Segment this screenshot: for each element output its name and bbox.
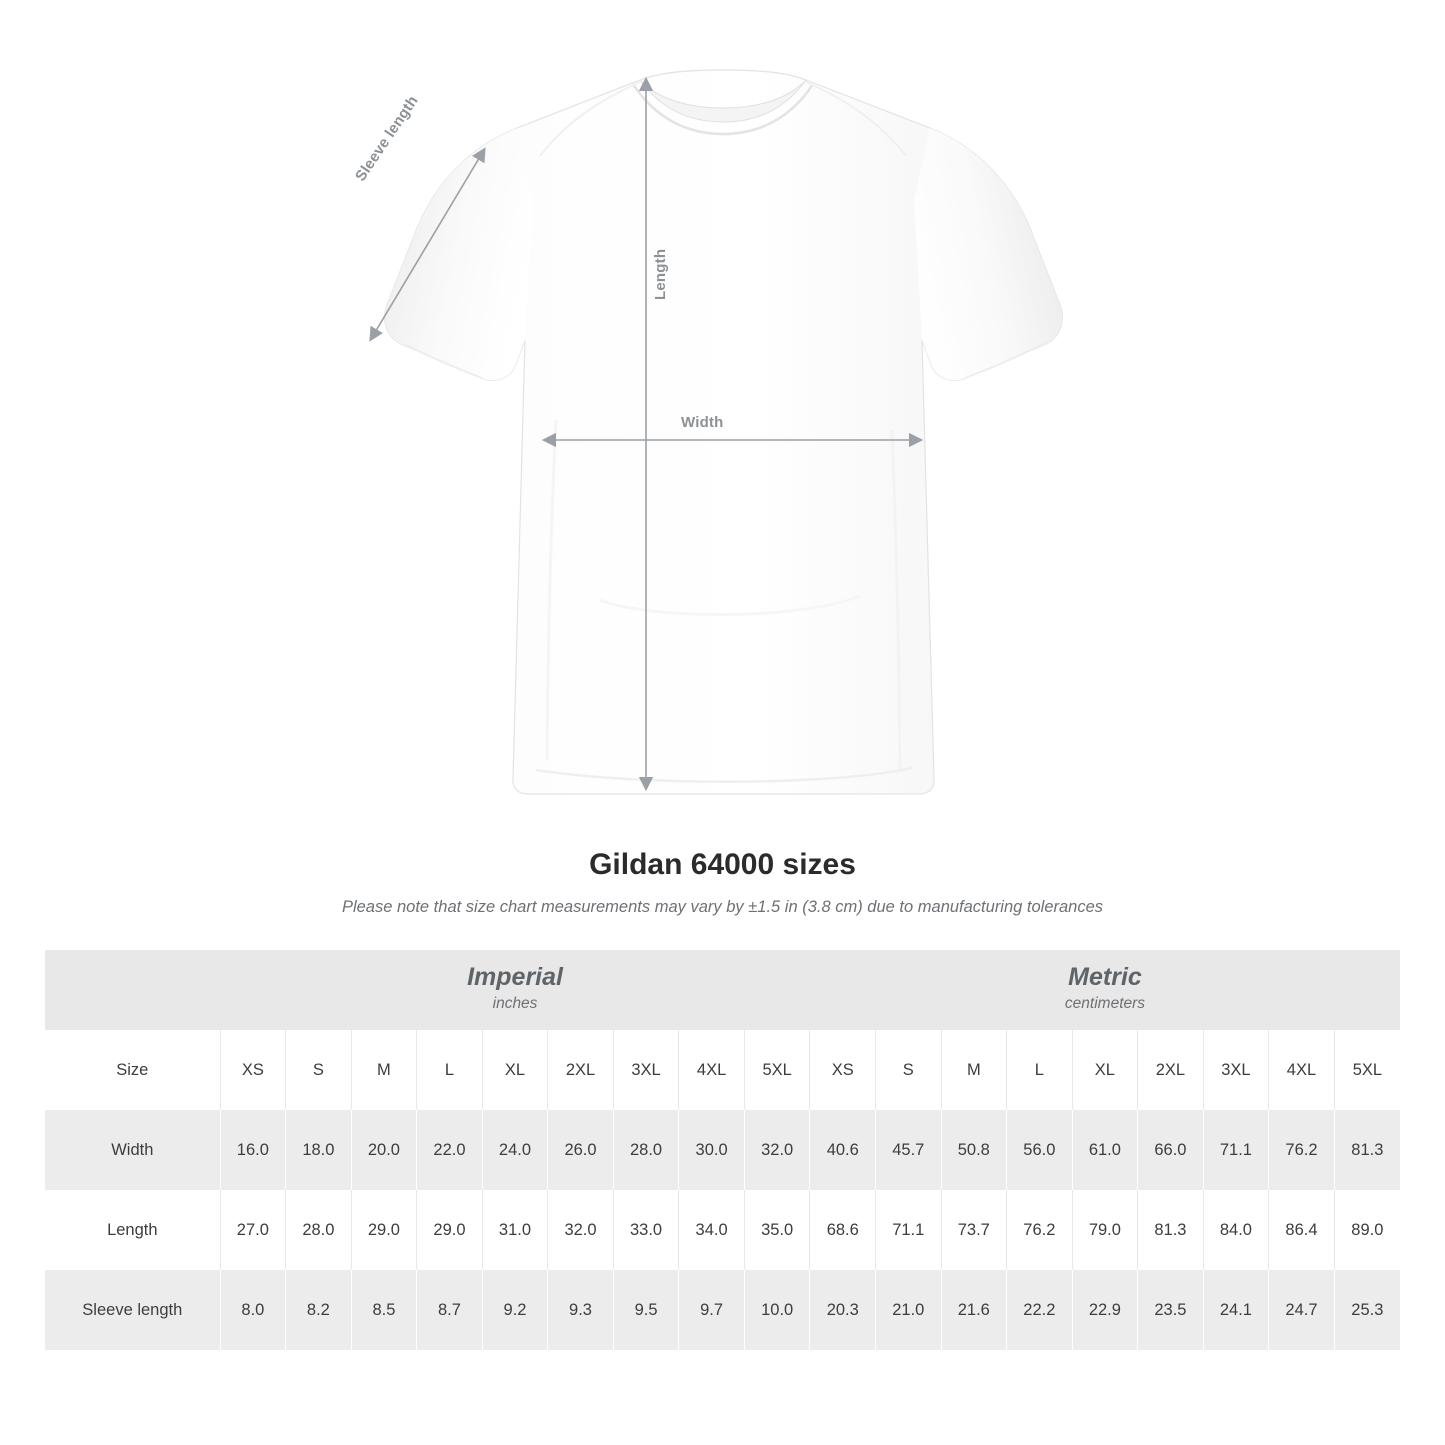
cell-width-met-l: 56.0: [1007, 1110, 1073, 1190]
cell-width-imp-4xl: 30.0: [679, 1110, 745, 1190]
cell-sleeve-met-5xl: 25.3: [1334, 1270, 1400, 1350]
cell-width-imp-xl: 24.0: [482, 1110, 548, 1190]
cell-sleeve-met-l: 22.2: [1007, 1270, 1073, 1350]
size-header-imp-xs: XS: [220, 1030, 286, 1110]
cell-width-met-m: 50.8: [941, 1110, 1007, 1190]
cell-length-met-xs: 68.6: [810, 1190, 876, 1270]
cell-length-met-m: 73.7: [941, 1190, 1007, 1270]
cell-sleeve-met-3xl: 24.1: [1203, 1270, 1269, 1350]
cell-length-imp-xs: 27.0: [220, 1190, 286, 1270]
row-label-width: Width: [45, 1110, 220, 1190]
cell-sleeve-imp-2xl: 9.3: [548, 1270, 614, 1350]
size-header-met-xs: XS: [810, 1030, 876, 1110]
unit-header-imperial: [220, 950, 810, 1030]
cell-length-imp-4xl: 34.0: [679, 1190, 745, 1270]
tolerance-note: Please note that size chart measurements may vary by ±1.5 in (3.8 cm) due to manufacturing tolerances: [341, 898, 1104, 916]
cell-sleeve-imp-4xl: 9.7: [679, 1270, 745, 1350]
cell-sleeve-met-xl: 22.9: [1072, 1270, 1138, 1350]
size-header-met-s: S: [876, 1030, 942, 1110]
size-header-met-l: L: [1007, 1030, 1073, 1110]
cell-width-imp-xs: 16.0: [220, 1110, 286, 1190]
size-table-wrapper: [45, 950, 1400, 1350]
cell-length-imp-2xl: 32.0: [548, 1190, 614, 1270]
size-row-header: Size: [45, 1030, 220, 1110]
metric-sub-label: centimeters: [1064, 994, 1146, 1012]
cell-sleeve-imp-xl: 9.2: [482, 1270, 548, 1350]
size-header-met-4xl: 4XL: [1269, 1030, 1335, 1110]
cell-length-imp-5xl: 35.0: [744, 1190, 810, 1270]
cell-width-met-3xl: 71.1: [1203, 1110, 1269, 1190]
size-header-imp-s: S: [286, 1030, 352, 1110]
cell-length-met-xl: 79.0: [1072, 1190, 1138, 1270]
size-header-imp-3xl: 3XL: [613, 1030, 679, 1110]
cell-length-imp-3xl: 33.0: [613, 1190, 679, 1270]
cell-width-met-xs: 40.6: [810, 1110, 876, 1190]
cell-width-imp-s: 18.0: [286, 1110, 352, 1190]
cell-width-met-s: 45.7: [876, 1110, 942, 1190]
cell-length-imp-s: 28.0: [286, 1190, 352, 1270]
unit-header-spacer: [45, 950, 220, 1030]
page-title: Gildan 64000 sizes: [589, 848, 856, 881]
cell-sleeve-imp-xs: 8.0: [220, 1270, 286, 1350]
unit-header-metric: [810, 950, 1400, 1030]
cell-length-met-5xl: 89.0: [1334, 1190, 1400, 1270]
table-row: [45, 1110, 1400, 1190]
size-header-met-5xl: 5XL: [1334, 1030, 1400, 1110]
cell-sleeve-met-4xl: 24.7: [1269, 1270, 1335, 1350]
imperial-sub-label: inches: [492, 994, 538, 1012]
cell-sleeve-imp-m: 8.5: [351, 1270, 417, 1350]
size-header-imp-l: L: [417, 1030, 483, 1110]
cell-length-imp-l: 29.0: [417, 1190, 483, 1270]
title-block: [0, 848, 1445, 917]
size-header-met-2xl: 2XL: [1138, 1030, 1204, 1110]
cell-width-met-xl: 61.0: [1072, 1110, 1138, 1190]
cell-sleeve-imp-l: 8.7: [417, 1270, 483, 1350]
imperial-label: Imperial: [467, 963, 563, 992]
cell-sleeve-met-m: 21.6: [941, 1270, 1007, 1350]
unit-header-row: [45, 950, 1400, 1030]
metric-label: Metric: [1068, 963, 1142, 992]
cell-width-met-2xl: 66.0: [1138, 1110, 1204, 1190]
size-header-imp-2xl: 2XL: [548, 1030, 614, 1110]
cell-length-imp-xl: 31.0: [482, 1190, 548, 1270]
cell-sleeve-met-s: 21.0: [876, 1270, 942, 1350]
cell-width-met-5xl: 81.3: [1334, 1110, 1400, 1190]
cell-length-met-4xl: 86.4: [1269, 1190, 1335, 1270]
table-row: [45, 1190, 1400, 1270]
size-header-met-m: M: [941, 1030, 1007, 1110]
cell-sleeve-imp-3xl: 9.5: [613, 1270, 679, 1350]
cell-width-imp-3xl: 28.0: [613, 1110, 679, 1190]
size-header-met-3xl: 3XL: [1203, 1030, 1269, 1110]
row-label-sleeve-length: Sleeve length: [45, 1270, 220, 1350]
length-dimension-label: Length: [652, 248, 669, 300]
width-dimension-label: Width: [681, 414, 724, 431]
cell-sleeve-met-2xl: 23.5: [1138, 1270, 1204, 1350]
cell-sleeve-imp-5xl: 10.0: [744, 1270, 810, 1350]
size-header-imp-m: M: [351, 1030, 417, 1110]
cell-length-met-s: 71.1: [876, 1190, 942, 1270]
cell-sleeve-imp-s: 8.2: [286, 1270, 352, 1350]
cell-length-met-3xl: 84.0: [1203, 1190, 1269, 1270]
size-chart-table: [45, 950, 1400, 1350]
table-row: [45, 1270, 1400, 1350]
cell-width-imp-l: 22.0: [417, 1110, 483, 1190]
sleeve-length-dimension-label: Sleeve length: [352, 92, 422, 185]
cell-length-imp-m: 29.0: [351, 1190, 417, 1270]
size-header-row: [45, 1030, 1400, 1110]
size-header-met-xl: XL: [1072, 1030, 1138, 1110]
cell-length-met-2xl: 81.3: [1138, 1190, 1204, 1270]
cell-width-imp-2xl: 26.0: [548, 1110, 614, 1190]
size-header-imp-xl: XL: [482, 1030, 548, 1110]
row-label-length: Length: [45, 1190, 220, 1270]
cell-length-met-l: 76.2: [1007, 1190, 1073, 1270]
cell-width-imp-m: 20.0: [351, 1110, 417, 1190]
size-header-imp-5xl: 5XL: [744, 1030, 810, 1110]
cell-width-met-4xl: 76.2: [1269, 1110, 1335, 1190]
cell-sleeve-met-xs: 20.3: [810, 1270, 876, 1350]
cell-width-imp-5xl: 32.0: [744, 1110, 810, 1190]
size-header-imp-4xl: 4XL: [679, 1030, 745, 1110]
